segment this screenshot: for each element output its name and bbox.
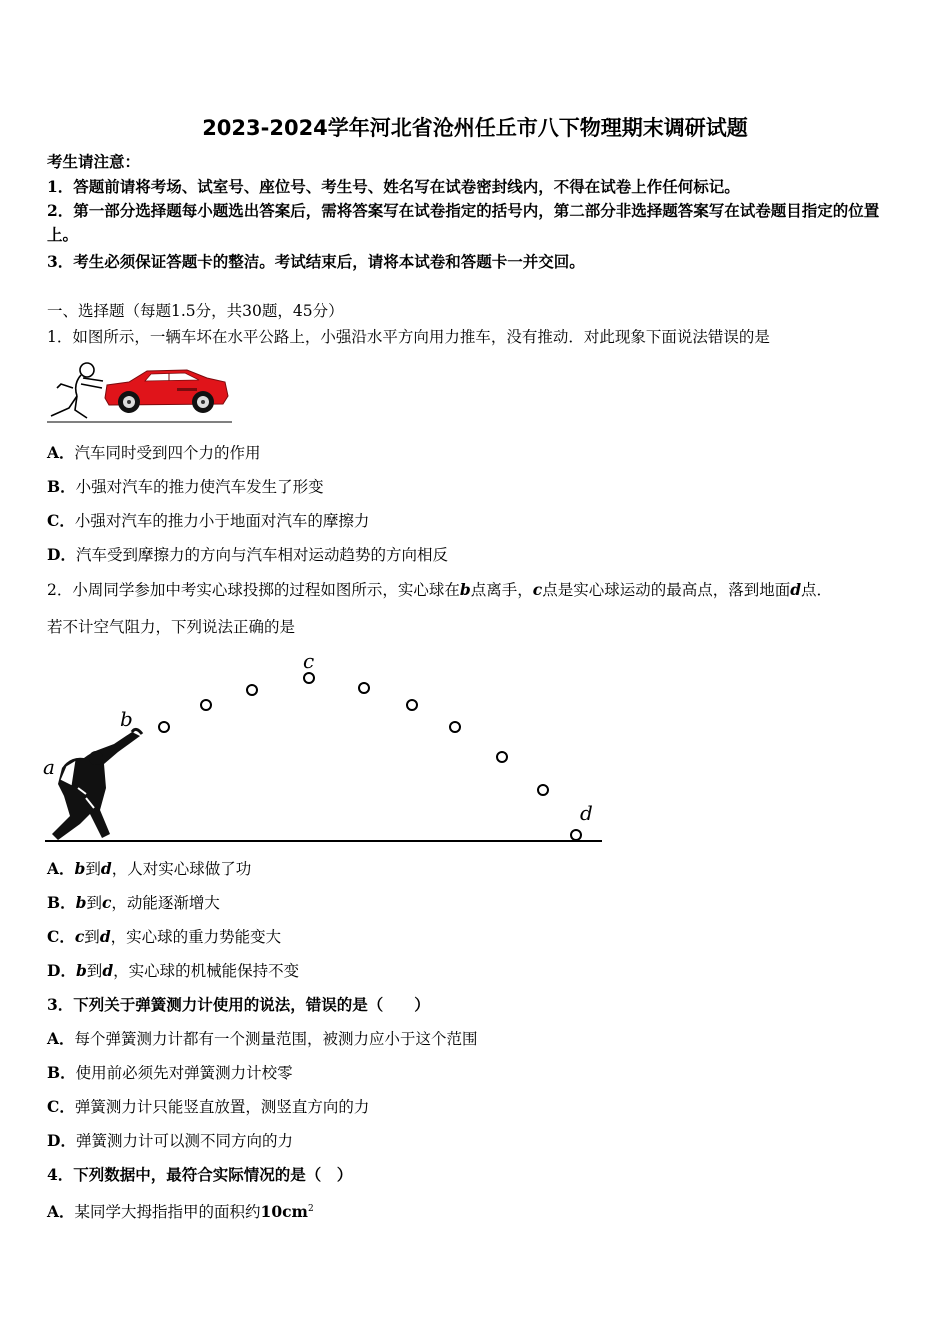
q1-option-c[interactable]: C．小强对汽车的推力小于地面对汽车的摩擦力 [47, 511, 370, 530]
ball-trajectory [159, 673, 581, 840]
label-d: d [580, 801, 593, 825]
section-heading: 一、选择题（每题1.5分，共30题，45分） [47, 302, 344, 320]
q2-option-c[interactable]: C．c到d，实心球的重力势能变大 [47, 927, 282, 946]
q1-option-b[interactable]: B．小强对汽车的推力使汽车发生了形变 [47, 477, 324, 496]
q3-option-a[interactable]: A．每个弹簧测力计都有一个测量范围，被测力应小于这个范围 [47, 1029, 478, 1048]
thrower-figure [52, 729, 142, 840]
q3-option-c[interactable]: C．弹簧测力计只能竖直放置，测竖直方向的力 [47, 1097, 370, 1116]
stick-figure [51, 363, 103, 418]
notice-item-3: 3．考生必须保证答题卡的整洁。考试结束后，请将本试卷和答题卡一并交回。 [47, 252, 585, 271]
q1-stem: 1．如图所示，一辆车坏在水平公路上，小强沿水平方向用力推车，没有推动．对此现象下面说法错误的是 [47, 328, 770, 346]
pushing-car-figure [47, 358, 232, 423]
notice-heading: 考生请注意： [47, 152, 141, 171]
q2-stem: 2．小周同学参加中考实心球投掷的过程如图所示，实心球在b点离手，c点是实心球运动的最高点，落到地面d点． [47, 580, 833, 599]
q2-option-b[interactable]: B．b到c，动能逐渐增大 [47, 893, 220, 912]
q1-option-d[interactable]: D．汽车受到摩擦力的方向与汽车相对运动趋势的方向相反 [47, 545, 448, 564]
q4-option-a[interactable]: A．某同学大拇指指甲的面积约$10cm^2$ [47, 1202, 314, 1222]
page-title: 2023-2024学年河北省沧州任丘市八下物理期末调研试题 [202, 116, 748, 140]
q3-stem: 3．下列关于弹簧测力计使用的说法，错误的是（ ） [47, 995, 430, 1014]
label-a: a [43, 755, 55, 779]
q2-option-d[interactable]: D．b到d，实心球的机械能保持不变 [47, 961, 300, 980]
q2-option-a[interactable]: A．b到d，人对实心球做了功 [47, 859, 252, 878]
label-b: b [120, 707, 133, 731]
notice-item-1: 1．答题前请将考场、试室号、座位号、考生号、姓名写在试卷密封线内，不得在试卷上作任何标记。 [47, 177, 740, 196]
shot-put-figure [40, 648, 605, 848]
red-car [47, 370, 232, 422]
label-c: c [303, 649, 315, 673]
q2-stem-line2: 若不计空气阻力，下列说法正确的是 [47, 618, 296, 636]
q1-option-a[interactable]: A．汽车同时受到四个力的作用 [47, 443, 261, 462]
q4-stem: 4．下列数据中，最符合实际情况的是（ ） [47, 1165, 353, 1184]
q3-option-d[interactable]: D．弹簧测力计可以测不同方向的力 [47, 1131, 293, 1150]
notice-item-2: 2．第一部分选择题每小题选出答案后，需将答案写在试卷指定的括号内，第二部分非选择题答案写在试卷题目指定的位置上。 [47, 201, 880, 244]
q3-option-b[interactable]: B．使用前必须先对弹簧测力计校零 [47, 1063, 293, 1082]
